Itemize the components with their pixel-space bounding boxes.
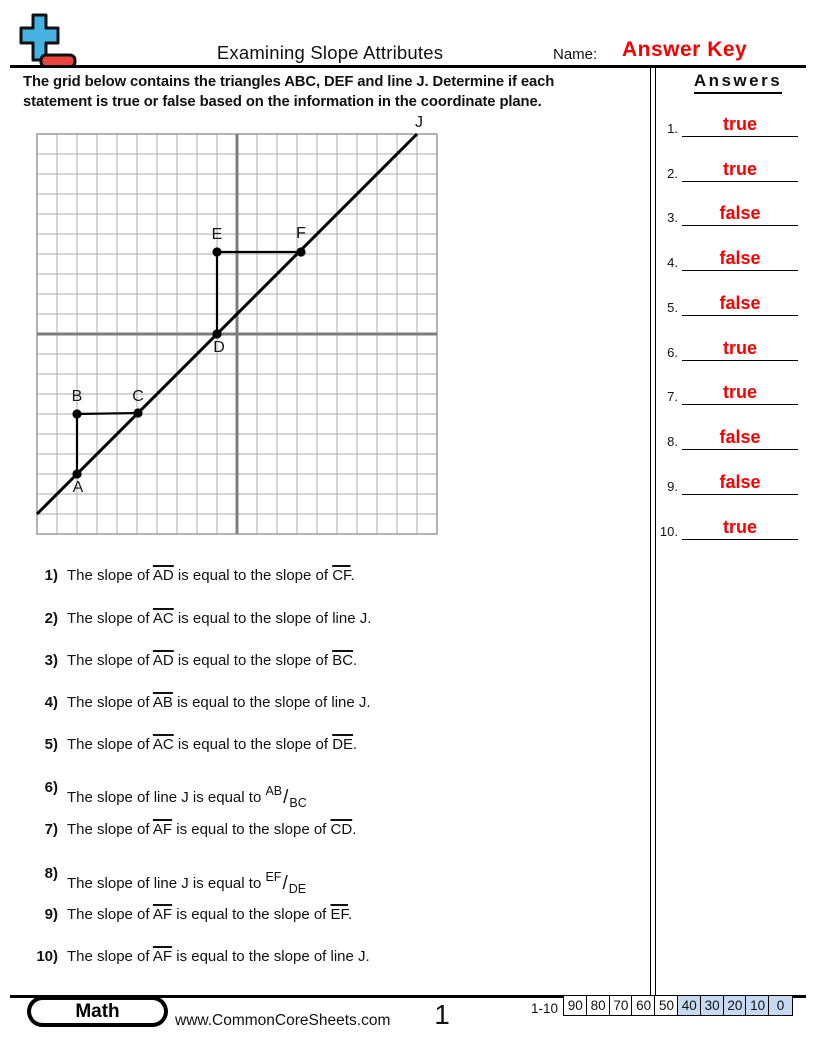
point-label-d: D bbox=[213, 339, 225, 356]
question-text-part: The slope of bbox=[67, 567, 153, 584]
point-label-c: C bbox=[132, 388, 144, 405]
fraction-denominator: BC bbox=[289, 796, 307, 810]
point-e bbox=[212, 247, 221, 256]
answer-item-9 bbox=[650, 471, 798, 495]
point-d bbox=[212, 329, 221, 338]
fraction-slash: / bbox=[282, 873, 288, 894]
question-text bbox=[67, 693, 371, 713]
question-row-5 bbox=[27, 735, 643, 755]
question-text-part: is equal to the slope of bbox=[173, 736, 333, 753]
score-cell: 80 bbox=[586, 995, 611, 1016]
score-range-label: 1-10 bbox=[530, 1001, 558, 1016]
question-text-part: The slope of bbox=[67, 652, 153, 669]
instructions-line-1: The grid below contains the triangles ABC, DEF and line J. Determine if each bbox=[23, 74, 555, 90]
question-number: 6) bbox=[44, 779, 58, 796]
question-text-part: is equal to the slope of line J. bbox=[172, 948, 370, 965]
question-text-part: The slope of bbox=[67, 821, 153, 838]
question-text-part: The slope of bbox=[67, 906, 153, 923]
answer-value: true bbox=[722, 382, 757, 402]
fraction-numerator: EF bbox=[265, 870, 282, 884]
score-cell: 20 bbox=[723, 995, 748, 1016]
question-row-1 bbox=[27, 566, 643, 586]
question-text bbox=[67, 609, 371, 629]
line-j bbox=[37, 134, 417, 514]
question-text bbox=[67, 566, 355, 586]
question-number: 1) bbox=[44, 567, 58, 584]
score-cell: 0 bbox=[768, 995, 793, 1016]
segment-overline: $\overline{BC}$ bbox=[332, 652, 354, 669]
question-text-part: . bbox=[350, 567, 355, 584]
coordinate-grid bbox=[30, 108, 445, 543]
segment-overline: $\overline{AF}$ bbox=[152, 948, 173, 965]
point-label-a: A bbox=[72, 479, 84, 496]
subject-badge bbox=[27, 996, 168, 1027]
slope-fraction bbox=[265, 784, 307, 810]
answers-heading bbox=[682, 71, 794, 94]
answer-item-6 bbox=[650, 337, 798, 361]
instructions-line-2: statement is true or false based on the information in the coordinate plane. bbox=[23, 94, 542, 110]
point-label-b: B bbox=[71, 388, 83, 405]
answer-number: 10. bbox=[659, 524, 678, 539]
answer-value: true bbox=[722, 338, 757, 358]
question-text bbox=[67, 651, 357, 671]
answer-item-2 bbox=[650, 158, 798, 182]
question-text-part: is equal to the slope of bbox=[172, 821, 331, 838]
fraction-denominator: DE bbox=[288, 882, 307, 896]
answer-blank bbox=[682, 473, 798, 495]
question-text bbox=[67, 820, 356, 840]
page-title: Examining Slope Attributes bbox=[216, 42, 444, 63]
segment-overline: $\overline{CF}$ bbox=[332, 567, 351, 584]
question-text-part: . bbox=[352, 821, 357, 838]
question-text-part: is equal to the slope of bbox=[173, 567, 333, 584]
answer-blank bbox=[682, 115, 798, 137]
answer-item-10 bbox=[650, 516, 798, 540]
answer-value: false bbox=[719, 293, 761, 313]
question-text bbox=[67, 947, 370, 967]
answer-number: 9. bbox=[667, 479, 678, 494]
answer-item-7 bbox=[650, 381, 798, 405]
score-cell: 90 bbox=[563, 995, 588, 1016]
answer-item-3 bbox=[650, 202, 798, 226]
subject-badge-label: Math bbox=[31, 1000, 164, 1023]
score-cell: 40 bbox=[677, 995, 702, 1016]
question-number: 9) bbox=[44, 906, 58, 923]
segment-overline: $\overline{EF}$ bbox=[330, 906, 349, 923]
fraction-slash: / bbox=[283, 787, 289, 808]
score-cell: 60 bbox=[631, 995, 656, 1016]
answer-value: true bbox=[722, 114, 757, 134]
segment-overline: $\overline{AC}$ bbox=[152, 610, 174, 627]
answer-blank bbox=[682, 339, 798, 361]
question-text-part: The slope of bbox=[67, 694, 153, 711]
segment-overline: $\overline{AD}$ bbox=[152, 652, 174, 669]
question-row-6 bbox=[27, 778, 643, 808]
answer-blank bbox=[682, 249, 798, 271]
instructions bbox=[23, 72, 645, 112]
answer-blank bbox=[682, 518, 798, 540]
slope-fraction bbox=[265, 870, 307, 896]
question-text-part: is equal to the slope of line J. bbox=[172, 694, 371, 711]
header-rule bbox=[10, 65, 806, 68]
question-row-4 bbox=[27, 693, 643, 713]
website-text: www.CommonCoreSheets.com bbox=[175, 1012, 391, 1029]
question-row-3 bbox=[27, 651, 643, 671]
point-a bbox=[72, 469, 81, 478]
answer-number: 6. bbox=[667, 345, 678, 360]
point-label-e: E bbox=[211, 226, 223, 243]
answer-blank bbox=[682, 160, 798, 182]
point-f bbox=[296, 247, 305, 256]
question-row-9 bbox=[27, 905, 643, 925]
score-table bbox=[563, 995, 793, 1016]
answer-number: 1. bbox=[667, 121, 678, 136]
question-text-part: The slope of bbox=[67, 610, 153, 627]
question-text-part: The slope of line J is equal to bbox=[67, 789, 266, 806]
question-text-part: . bbox=[353, 652, 358, 669]
answer-number: 8. bbox=[667, 434, 678, 449]
segment-overline: $\overline{AD}$ bbox=[152, 567, 174, 584]
score-cell: 70 bbox=[609, 995, 634, 1016]
answer-blank bbox=[682, 204, 798, 226]
answer-item-5 bbox=[650, 292, 798, 316]
segment-overline: $\overline{DE}$ bbox=[332, 736, 354, 753]
answer-number: 4. bbox=[667, 255, 678, 270]
question-number: 2) bbox=[44, 610, 58, 627]
question-number: 5) bbox=[44, 736, 58, 753]
answer-item-4 bbox=[650, 247, 798, 271]
answer-value: false bbox=[719, 427, 761, 447]
question-text-part: is equal to the slope of bbox=[173, 652, 333, 669]
score-cell: 50 bbox=[654, 995, 679, 1016]
segment-overline: $\overline{AF}$ bbox=[152, 821, 173, 838]
question-text bbox=[67, 778, 307, 808]
answer-value: false bbox=[719, 248, 761, 268]
answer-item-1 bbox=[650, 113, 798, 137]
question-row-8 bbox=[27, 864, 643, 894]
question-number: 10) bbox=[36, 948, 58, 965]
question-row-7 bbox=[27, 820, 643, 840]
fraction-numerator: AB bbox=[265, 784, 283, 798]
point-b bbox=[72, 409, 81, 418]
segment-overline: $\overline{CD}$ bbox=[330, 821, 353, 838]
answer-number: 2. bbox=[667, 166, 678, 181]
question-text-part: . bbox=[353, 736, 358, 753]
answer-number: 5. bbox=[667, 300, 678, 315]
answer-number: 3. bbox=[667, 210, 678, 225]
line-j-label: J bbox=[415, 114, 423, 131]
answer-item-8 bbox=[650, 426, 798, 450]
answer-key-value: Answer Key bbox=[622, 38, 748, 61]
question-text bbox=[67, 735, 357, 755]
answer-blank bbox=[682, 294, 798, 316]
question-number: 7) bbox=[44, 821, 58, 838]
question-text-part: is equal to the slope of bbox=[172, 906, 331, 923]
question-row-10 bbox=[27, 947, 643, 967]
answer-value: false bbox=[719, 472, 761, 492]
question-text-part: is equal to the slope of line J. bbox=[173, 610, 372, 627]
segment-overline: $\overline{AC}$ bbox=[152, 736, 174, 753]
question-text-part: The slope of line J is equal to bbox=[67, 875, 266, 892]
answer-blank bbox=[682, 383, 798, 405]
answers-heading-text: Answers bbox=[694, 71, 782, 94]
point-label-f: F bbox=[296, 225, 306, 242]
segment-overline: $\overline{AF}$ bbox=[152, 906, 173, 923]
question-text-part: The slope of bbox=[67, 736, 153, 753]
plus-minus-logo-icon bbox=[10, 8, 100, 68]
answer-value: false bbox=[719, 203, 761, 223]
score-cell: 30 bbox=[700, 995, 725, 1016]
point-c bbox=[133, 408, 142, 417]
question-text-part: . bbox=[348, 906, 353, 923]
question-row-2 bbox=[27, 609, 643, 629]
question-number: 4) bbox=[44, 694, 58, 711]
name-label: Name: bbox=[553, 46, 598, 63]
question-text bbox=[67, 905, 352, 925]
page-number: 1 bbox=[434, 999, 450, 1030]
score-cell: 10 bbox=[745, 995, 770, 1016]
question-text-part: The slope of bbox=[67, 948, 153, 965]
answer-number: 7. bbox=[667, 389, 678, 404]
answer-value: true bbox=[722, 159, 757, 179]
question-number: 8) bbox=[44, 865, 58, 882]
question-number: 3) bbox=[44, 652, 58, 669]
answer-value: true bbox=[722, 517, 757, 537]
answer-blank bbox=[682, 428, 798, 450]
segment-overline: $\overline{AB}$ bbox=[152, 694, 173, 711]
question-text bbox=[67, 864, 306, 894]
